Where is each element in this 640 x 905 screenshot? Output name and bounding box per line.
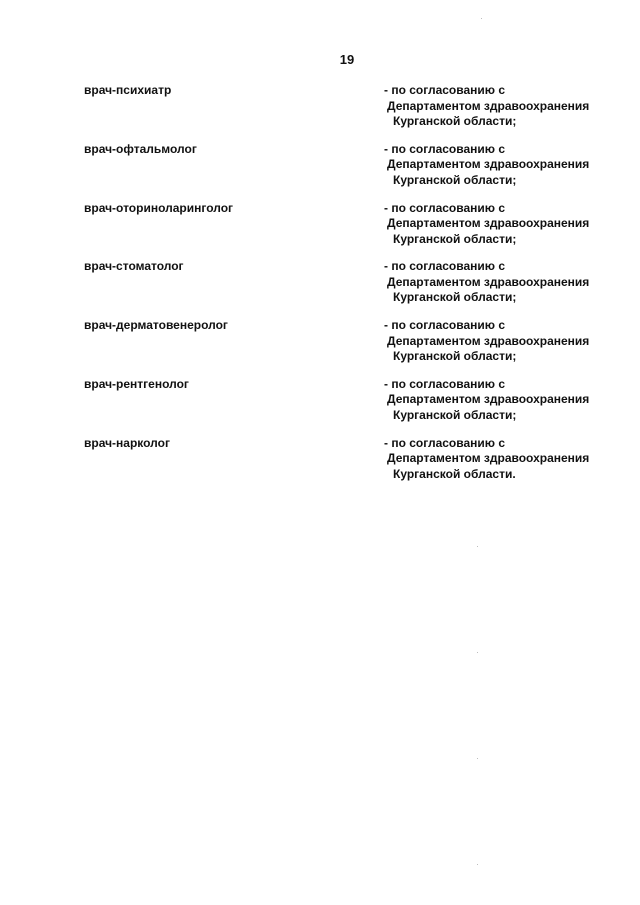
- approval-note: [384, 377, 589, 424]
- list-item: [84, 259, 624, 318]
- specialist-name: врач-дерматовенеролог: [84, 318, 228, 333]
- specialist-name: врач-оториноларинголог: [84, 200, 234, 215]
- scan-speck: [477, 864, 478, 865]
- approval-note-line: - по согласованию с: [384, 83, 506, 97]
- approval-note-line: - по согласованию с: [384, 376, 506, 391]
- approval-note-line: Департаментом здравоохранения: [387, 392, 590, 407]
- approval-note-line: Курганской области;: [393, 231, 517, 246]
- approval-note-line: - по согласованию с: [384, 200, 506, 215]
- approval-note: [384, 142, 589, 189]
- scan-speck: [477, 546, 478, 547]
- approval-note-line: Департаментом здравоохранения: [387, 157, 590, 172]
- approval-note-line: Департаментом здравоохранения: [387, 333, 590, 348]
- list-item: [84, 201, 624, 260]
- approval-note-line: Курганской области;: [393, 290, 517, 305]
- list-item: [84, 377, 624, 436]
- approval-note: [384, 259, 589, 306]
- approval-note-line: Департаментом здравоохранения: [387, 216, 590, 231]
- specialist-name: врач-психиатр: [84, 83, 172, 97]
- list-item: [84, 318, 624, 377]
- approval-note-line: Курганской области;: [393, 172, 517, 187]
- scan-speck: [477, 758, 478, 759]
- approval-note: [384, 83, 589, 130]
- list-item: [84, 436, 624, 495]
- approval-note-line: Департаментом здравоохранения: [387, 274, 590, 289]
- list-item: [84, 83, 624, 142]
- approval-note-line: - по согласованию с: [384, 259, 506, 274]
- approval-note: [384, 318, 589, 365]
- approval-note-line: Курганской области.: [393, 466, 516, 481]
- approval-note-line: Департаментом здравоохранения: [387, 98, 590, 113]
- approval-note-line: Департаментом здравоохранения: [387, 451, 590, 466]
- approval-note-line: Курганской области;: [393, 349, 517, 364]
- approval-note-line: Курганской области;: [393, 114, 517, 128]
- approval-note-line: - по согласованию с: [384, 318, 506, 333]
- specialist-name: врач-стоматолог: [84, 259, 184, 274]
- specialist-name: врач-рентгенолог: [84, 376, 189, 391]
- specialist-name: врач-офтальмолог: [84, 141, 197, 156]
- specialist-name: врач-нарколог: [84, 435, 170, 450]
- scan-speck: [481, 18, 482, 19]
- specialist-list: [84, 83, 624, 495]
- approval-note: [384, 436, 589, 483]
- approval-note-line: - по согласованию с: [384, 141, 506, 156]
- scan-speck: [477, 652, 478, 653]
- approval-note: [384, 201, 589, 248]
- approval-note-line: Курганской области;: [393, 407, 517, 422]
- approval-note-line: - по согласованию с: [384, 435, 506, 450]
- list-item: [84, 142, 624, 201]
- page-number: 19: [339, 52, 355, 67]
